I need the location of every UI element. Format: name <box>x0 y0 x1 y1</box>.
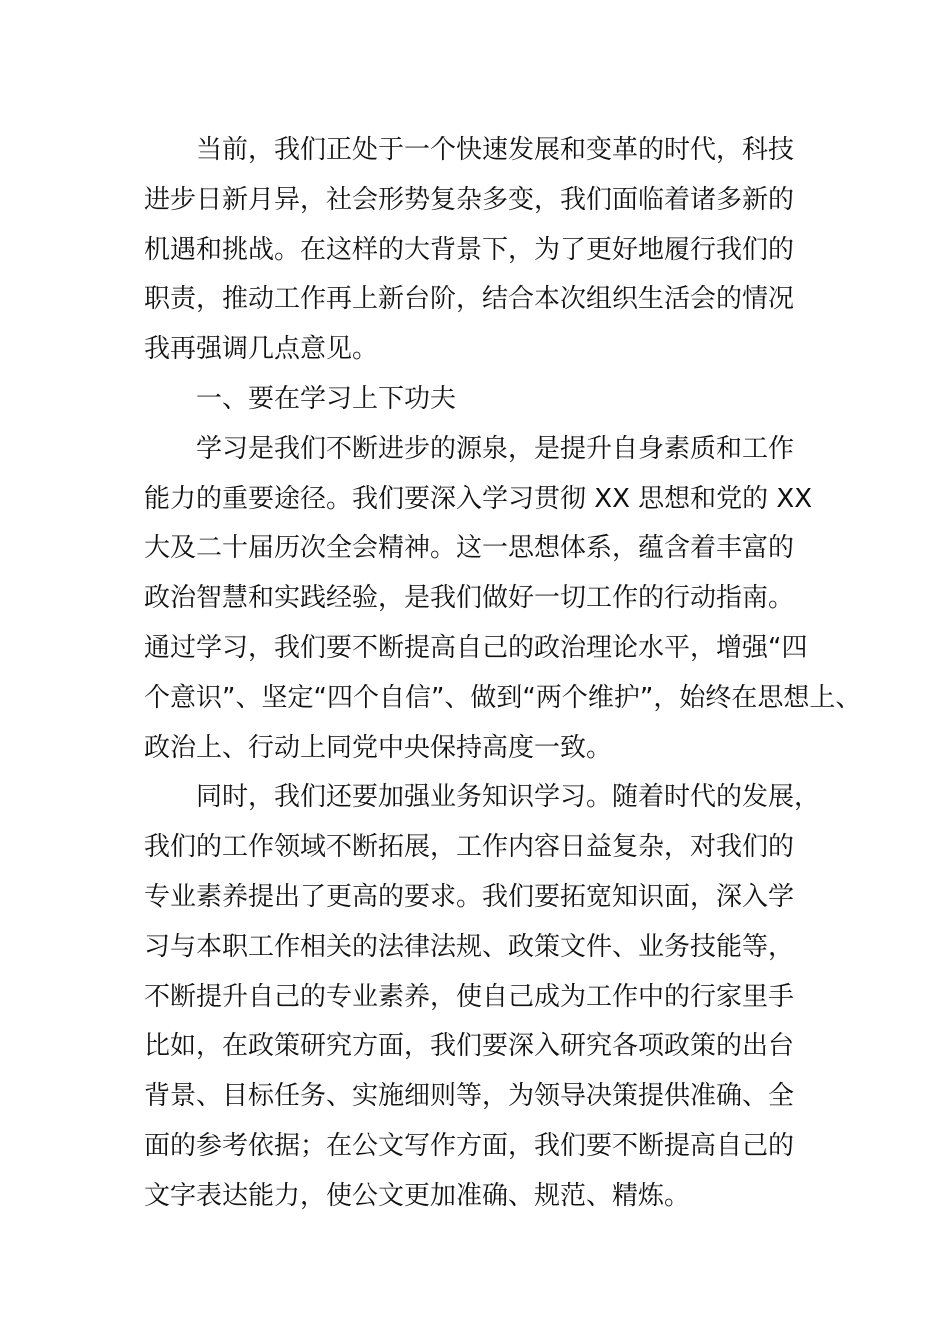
text-line: 同时，我们还要加强业务知识学习。随着时代的发展， <box>196 782 821 813</box>
text-line: 比如，在政策研究方面，我们要深入研究各项政策的出台 <box>144 1031 795 1062</box>
text-line: 不断提升自己的专业素养，使自己成为工作中的行家里手 <box>144 981 795 1012</box>
text-line: 当前，我们正处于一个快速发展和变革的时代，科技 <box>196 135 795 165</box>
text-line: 政治上、行动上同党中央保持高度一致。 <box>144 732 613 763</box>
text-line: 专业素养提出了更高的要求。我们要拓宽知识面，深入学 <box>144 881 795 912</box>
text-line: 文字表达能力，使公文更加准确、规范、精炼。 <box>144 1180 691 1211</box>
document-body <box>144 126 862 1222</box>
section-heading <box>144 375 834 425</box>
text-line: 面的参考依据；在公文写作方面，我们要不断提高自己的 <box>144 1130 795 1161</box>
paragraph-intro <box>144 126 834 375</box>
text-line: 通过学习，我们要不断提高自己的政治理论水平，增强“四 <box>144 632 808 663</box>
text-line: 职责，推动工作再上新台阶，结合本次组织生活会的情况 <box>144 284 795 315</box>
text-line: 进步日新月异，社会形势复杂多变，我们面临着诸多新的 <box>144 184 795 215</box>
paragraph-study <box>144 425 862 774</box>
text-line: 我们的工作领域不断拓展，工作内容日益复杂，对我们的 <box>144 832 795 863</box>
text-line: 习与本职工作相关的法律法规、政策文件、业务技能等， <box>144 931 795 962</box>
text-line: 能力的重要途径。我们要深入学习贯彻 XX 思想和党的 XX <box>144 483 813 514</box>
text-line: 大及二十届历次全会精神。这一思想体系，蕴含着丰富的 <box>144 533 795 564</box>
text-line: 政治智慧和实践经验，是我们做好一切工作的行动指南。 <box>144 583 795 614</box>
paragraph-business <box>144 773 834 1221</box>
text-line: 背景、目标任务、实施细则等，为领导决策提供准确、全 <box>144 1081 795 1112</box>
text-line: 机遇和挑战。在这样的大背景下，为了更好地履行我们的 <box>144 234 795 265</box>
text-line: 学习是我们不断进步的源泉，是提升自身素质和工作 <box>196 433 795 464</box>
text-line: 个意识”、坚定“四个自信”、做到“两个维护”，始终在思想上、 <box>144 682 862 713</box>
heading-text: 一、要在学习上下功夫 <box>196 383 457 414</box>
text-line: 我再强调几点意见。 <box>144 334 379 365</box>
